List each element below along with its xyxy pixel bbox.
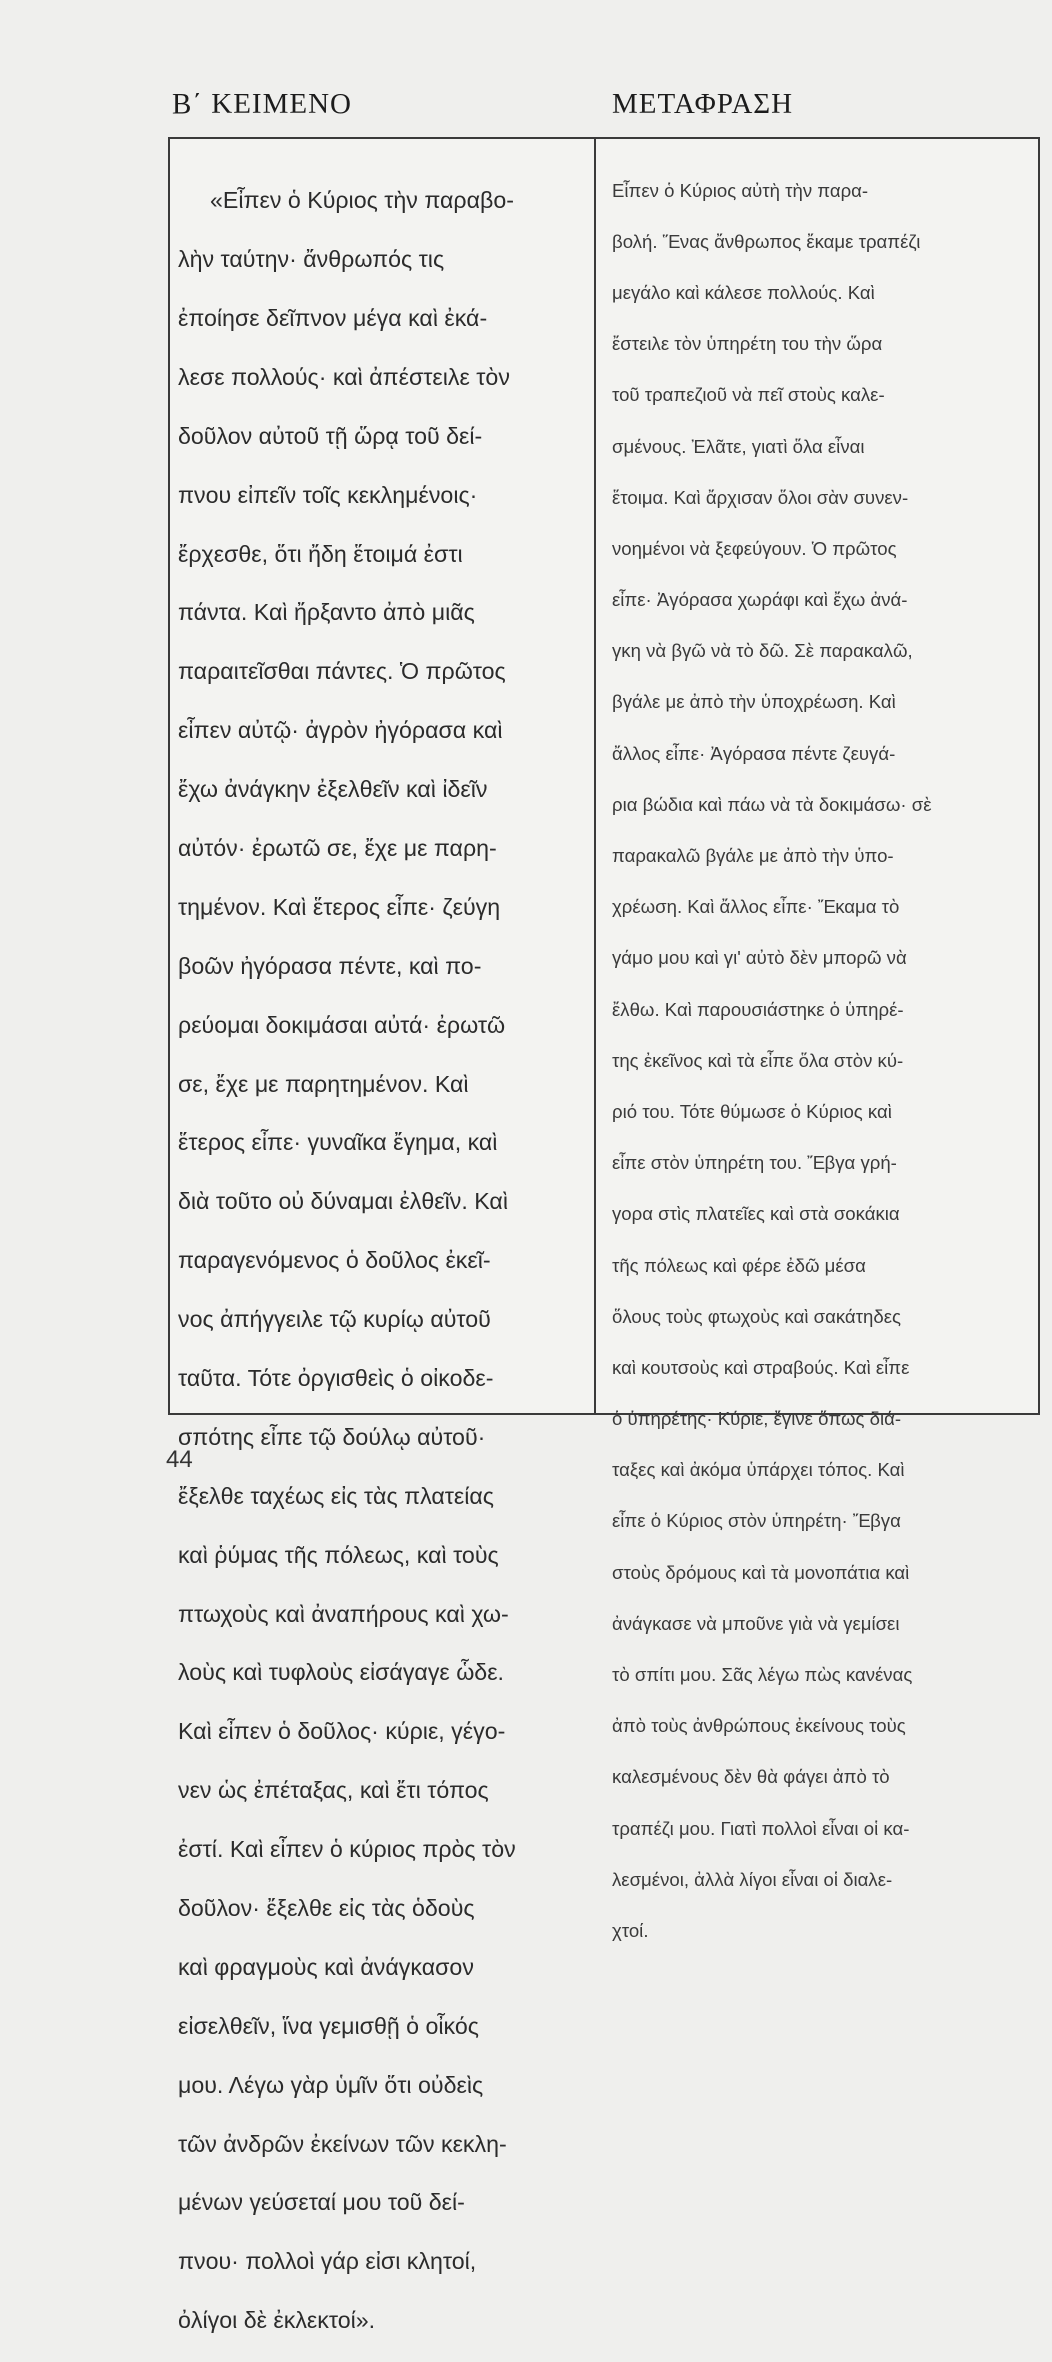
translation-text-line: σμένους. Ἐλᾶτε, γιατὶ ὅλα εἶναι	[612, 435, 865, 457]
translation-text-line: λεσμένοι, ἀλλὰ λίγοι εἶναι οἱ διαλε-	[612, 1868, 893, 1890]
original-text-line: σπότης εἶπε τῷ δούλῳ αὐτοῦ·	[178, 1423, 486, 1450]
translation-text-line: ταξες καὶ ἀκόμα ὑπάρχει τόπος. Καὶ	[612, 1459, 905, 1481]
translation-text-line: παρακαλῶ βγάλε με ἀπὸ τὴν ὑπο-	[612, 845, 894, 867]
translation-text-line: ρια βώδια καὶ πάω νὰ τὰ δοκιμάσω· σὲ	[612, 793, 932, 815]
original-text-line: ρεύομαι δοκιμάσαι αὐτά· ἐρωτῶ	[178, 1011, 506, 1038]
translation-text-line: μεγάλο καὶ κάλεσε πολλούς. Καὶ	[612, 281, 875, 303]
translation-text-line: Εἶπεν ὁ Κύριος αὐτὴ τὴν παρα-	[612, 179, 869, 201]
translation-text-line: γορα στὶς πλατεῖες καὶ στὰ σοκάκια	[612, 1203, 900, 1225]
original-text-line: ἔρχεσθε, ὅτι ἤδη ἕτοιμά ἐστι	[178, 540, 463, 567]
original-text-line: πτωχοὺς καὶ ἀναπήρους καὶ χω-	[178, 1600, 509, 1627]
translation-text-line: καὶ κουτσοὺς καὶ στραβούς. Καὶ εἶπε	[612, 1356, 910, 1378]
translation-text-line: ἄλλος εἶπε· Ἀγόρασα πέντε ζευγά-	[612, 742, 896, 764]
original-text-line: λεσε πολλούς· καὶ ἀπέστειλε τὸν	[178, 363, 510, 390]
translation-text-line: βγάλε με ἀπὸ τὴν ὑποχρέωση. Καὶ	[612, 691, 896, 713]
translation-heading: ΜΕΤΑΦΡΑΣΗ	[612, 88, 794, 120]
original-text-line: λοὺς καὶ τυφλοὺς εἰσάγαγε ὧδε.	[178, 1659, 504, 1686]
original-text-line: «Εἶπεν ὁ Κύριος τὴν παραβο-	[210, 187, 514, 214]
translation-text-line: ἔστειλε τὸν ὑπηρέτη του τὴν ὥρα	[612, 333, 883, 355]
translation-text-line: ἔλθω. Καὶ παρουσιάστηκε ὁ ὑπηρέ-	[612, 998, 904, 1020]
translation-text-column	[612, 156, 1016, 1966]
original-text-line: δοῦλον· ἔξελθε εἰς τὰς ὁδοὺς	[178, 1895, 475, 1922]
original-text-line: μένων γεύσεταί μου τοῦ δεί-	[178, 2189, 465, 2216]
original-text-line: λὴν ταύτην· ἄνθρωπός τις	[178, 246, 445, 273]
original-text-line: ἐποίησε δεῖπνον μέγα καὶ ἐκά-	[178, 304, 488, 331]
translation-text-line: καλεσμένους δὲν θὰ φάγει ἀπὸ τὸ	[612, 1766, 890, 1788]
original-text-line: πνου· πολλοὶ γάρ εἰσι κλητοί,	[178, 2248, 477, 2275]
translation-text-line: στοὺς δρόμους καὶ τὰ μονοπάτια καὶ	[612, 1561, 910, 1583]
original-text-line: ἔχω ἀνάγκην ἐξελθεῖν καὶ ἰδεῖν	[178, 776, 488, 803]
original-text-line: Καὶ εἶπεν ὁ δοῦλος· κύριε, γέγο-	[178, 1718, 506, 1745]
original-text-line: παραιτεῖσθαι πάντες. Ὁ πρῶτος	[178, 658, 506, 685]
original-text-line: πάντα. Καὶ ἤρξαντο ἀπὸ μιᾶς	[178, 599, 475, 626]
translation-text-line: ἀνάγκασε νὰ μποῦνε γιὰ νὰ γεμίσει	[612, 1612, 900, 1634]
original-text-line: δοῦλον αὐτοῦ τῇ ὥρᾳ τοῦ δεί-	[178, 422, 483, 449]
translation-text-line: βολή. Ἕνας ἄνθρωπος ἔκαμε τραπέζι	[612, 230, 921, 252]
original-text-line: νος ἀπήγγειλε τῷ κυρίῳ αὐτοῦ	[178, 1306, 491, 1333]
original-text-line: ἐστί. Καὶ εἶπεν ὁ κύριος πρὸς τὸν	[178, 1836, 516, 1863]
original-text-line: εἶπεν αὐτῷ· ἀγρὸν ἠγόρασα καὶ	[178, 717, 503, 744]
translation-text-line: τοῦ τραπεζιοῦ νὰ πεῖ στοὺς καλε-	[612, 384, 885, 406]
original-text-line: τῶν ἀνδρῶν ἐκείνων τῶν κεκλη-	[178, 2130, 507, 2157]
translation-text-line: ὅλους τοὺς φτωχοὺς καὶ σακάτηδες	[612, 1305, 901, 1327]
original-text-line: διὰ τοῦτο οὐ δύναμαι ἐλθεῖν. Καὶ	[178, 1188, 508, 1215]
original-text-column	[178, 160, 588, 2362]
original-text-line: ἕτερος εἶπε· γυναῖκα ἔγημα, καὶ	[178, 1129, 498, 1156]
translation-text-line: χτοί.	[612, 1919, 649, 1941]
original-text-line: σε, ἔχε με παρητημένον. Καὶ	[178, 1070, 469, 1097]
original-text-heading: Β΄ ΚΕΙΜΕΝΟ	[172, 88, 352, 120]
original-text-line: νεν ὡς ἐπέταξας, καὶ ἔτι τόπος	[178, 1777, 489, 1804]
translation-text-line: της ἐκεῖνος καὶ τὰ εἶπε ὅλα στὸν κύ-	[612, 1049, 904, 1071]
original-text-line: ταῦτα. Τότε ὀργισθεὶς ὁ οἰκοδε-	[178, 1365, 494, 1391]
translation-text-line: τὸ σπίτι μου. Σᾶς λέγω πὼς κανένας	[612, 1664, 913, 1686]
original-text-line: καὶ φραγμοὺς καὶ ἀνάγκασον	[178, 1953, 474, 1980]
translation-text-line: ἕτοιμα. Καὶ ἄρχισαν ὅλοι σὰν συνεν-	[612, 486, 909, 508]
original-text-line: τημένον. Καὶ ἕτερος εἶπε· ζεύγη	[178, 893, 501, 920]
translation-text-line: εἶπε· Ἀγόρασα χωράφι καὶ ἔχω ἀνά-	[612, 589, 908, 611]
translation-text-line: εἶπε στὸν ὑπηρέτη του. Ἔβγα γρή-	[612, 1152, 897, 1174]
translation-text-line: τραπέζι μου. Γιατὶ πολλοὶ εἶναι οἱ κα-	[612, 1817, 910, 1839]
original-text-line: παραγενόμενος ὁ δοῦλος ἐκεῖ-	[178, 1247, 491, 1274]
original-text-line: εἰσελθεῖν, ἵνα γεμισθῇ ὁ οἶκός	[178, 2012, 479, 2039]
translation-text-line: τῆς πόλεως καὶ φέρε ἐδῶ μέσα	[612, 1254, 866, 1276]
translation-text-line: ὁ ὑπηρέτης· Κύριε, ἔγινε ὅπως διά-	[612, 1408, 902, 1430]
original-text-line: πνου εἰπεῖν τοῖς κεκλημένοις·	[178, 481, 478, 508]
translation-text-line: χρέωση. Καὶ ἄλλος εἶπε· Ἔκαμα τὸ	[612, 896, 900, 918]
original-text-line: αὐτόν· ἐρωτῶ σε, ἔχε με παρη-	[178, 834, 497, 861]
page-number: 44	[166, 1446, 193, 1473]
original-text-line: βοῶν ἠγόρασα πέντε, καὶ πο-	[178, 952, 482, 979]
original-text-line: ὀλίγοι δὲ ἐκλεκτοί».	[178, 2307, 376, 2334]
original-text-line: μου. Λέγω γὰρ ὑμῖν ὅτι οὐδεὶς	[178, 2071, 484, 2098]
translation-text-line: νοημένοι νὰ ξεφεύγουν. Ὁ πρῶτος	[612, 537, 897, 559]
translation-text-line: γκη νὰ βγῶ νὰ τὸ δῶ. Σὲ παρακαλῶ,	[612, 640, 913, 662]
original-text-line: ἔξελθε ταχέως εἰς τὰς πλατείας	[178, 1482, 494, 1509]
translation-text-line: εἶπε ὁ Κύριος στὸν ὑπηρέτη· Ἔβγα	[612, 1510, 901, 1532]
translation-text-line: γάμο μου καὶ γι' αὐτὸ δὲν μπορῶ νὰ	[612, 947, 907, 969]
original-text-line: καὶ ῥύμας τῆς πόλεως, καὶ τοὺς	[178, 1541, 499, 1568]
translation-text-line: ἀπὸ τοὺς ἀνθρώπους ἐκείνους τοὺς	[612, 1715, 906, 1737]
translation-text-line: ριό του. Τότε θύμωσε ὁ Κύριος καὶ	[612, 1100, 892, 1122]
